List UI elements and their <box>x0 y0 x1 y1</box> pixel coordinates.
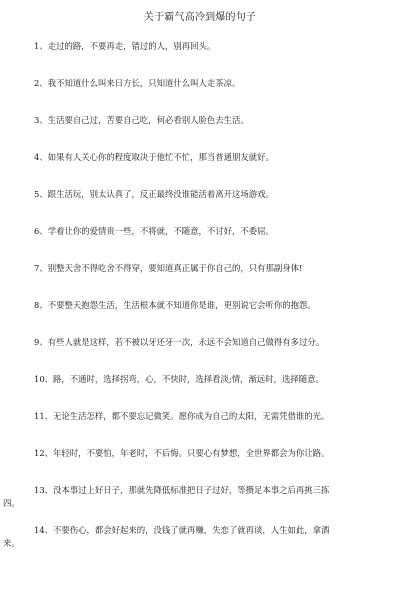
item-text: 如果有人关心你的程度取决于他忙不忙，那当普通朋友就好。 <box>47 152 274 162</box>
item-text: 不要整天抱怨生活，生活根本就不知道你是谁，更别说它会听你的抱怨。 <box>47 300 316 310</box>
document-title: 关于霸气高冷到爆的句子 <box>143 12 257 23</box>
item-text: 年轻时，不要怕，年老时，不后悔。只要心有梦想，全世界都会为你让路。 <box>53 448 330 458</box>
list-item <box>0 373 400 386</box>
list-item <box>0 447 400 460</box>
item-number: 12、 <box>34 448 54 458</box>
item-text: 别整天舍不得吃舍不得穿，要知道真正属于你自己的，只有那副身体! <box>47 263 303 273</box>
item-text: 我不知道什么叫来日方长，只知道什么叫人走茶凉。 <box>47 78 241 88</box>
item-text: 路，不通时，选择拐弯，心，不快时，选择看淡;情，渐远时，选择随意。 <box>53 374 324 384</box>
item-text: 跟生活玩，别太认真了，反正最终没谁能活着离开这场游戏。 <box>47 189 274 199</box>
item-number: 8、 <box>34 300 48 310</box>
item-text: 有些人就是这样，若不被以牙还牙一次，永远不会知道自己做得有多过分。 <box>47 337 325 347</box>
item-number: 5、 <box>34 189 48 199</box>
item-text: 学着让你的爱情贵一些，不将就，不随意，不讨好，不委屈。 <box>47 226 274 236</box>
item-text: 没本事过上好日子，那就先降低标准把日子过好，等攒足本事之后再挑三拣 <box>53 485 330 495</box>
item-number: 2、 <box>34 78 48 88</box>
list-item <box>0 114 400 127</box>
item-text: 无论生活怎样，都不要忘记微笑。愿你成为自己的太阳，无需凭借谁的光。 <box>53 411 330 421</box>
item-number: 9、 <box>34 337 48 347</box>
list-item <box>0 151 400 164</box>
item-text: 生活要自己过，苦要自己吃，何必看别人脸色去生活。 <box>47 115 249 125</box>
list-item <box>0 40 400 53</box>
item-number: 6、 <box>34 226 48 236</box>
item-number: 3、 <box>34 115 48 125</box>
item-number: 4、 <box>34 152 48 162</box>
item-number: 10、 <box>34 374 54 384</box>
item-number: 1、 <box>34 41 48 51</box>
item-text-continuation: 四。 <box>3 498 20 508</box>
list-item <box>0 225 400 238</box>
list-item <box>0 410 400 423</box>
list-item <box>0 484 400 510</box>
item-number: 13、 <box>34 485 54 495</box>
item-number: 11、 <box>34 411 54 421</box>
sentence-list <box>0 40 400 564</box>
item-number: 7、 <box>34 263 48 273</box>
list-item <box>0 262 400 275</box>
item-number: 14、 <box>34 525 54 535</box>
list-item <box>0 188 400 201</box>
list-item <box>0 524 400 550</box>
item-text: 走过的路，不要再走，错过的人，别再回头。 <box>47 41 216 51</box>
list-item <box>0 336 400 349</box>
list-item <box>0 77 400 90</box>
item-text: 不要伤心，都会好起来的，没钱了就再赚，失恋了就再谈，人生如此，拿酒 <box>53 525 330 535</box>
list-item <box>0 299 400 312</box>
item-text-continuation: 来。 <box>3 538 20 548</box>
